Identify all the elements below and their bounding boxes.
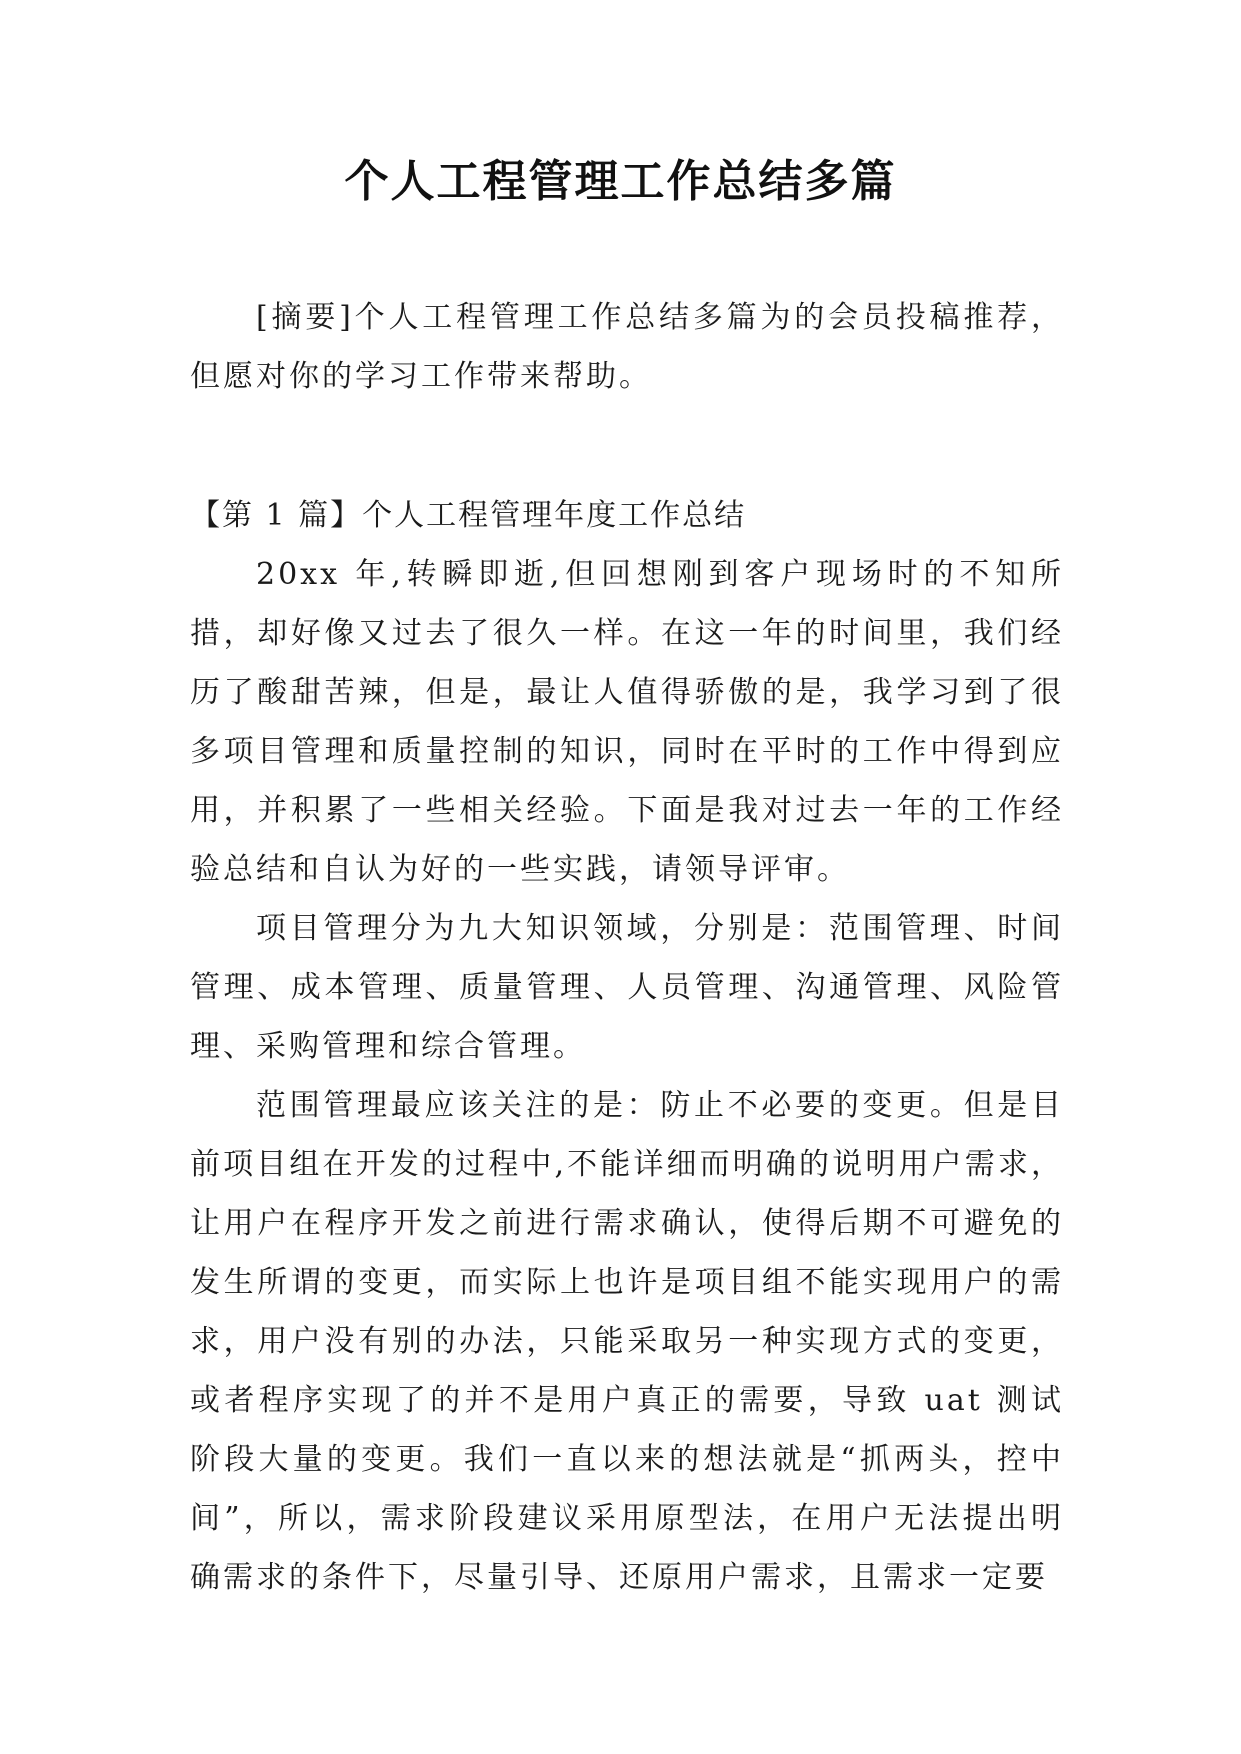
body-paragraph-1: 20xx 年,转瞬即逝,但回想刚到客户现场时的不知所措，却好像又过去了很久一样。在这一年的时间里，我们经历了酸甜苦辣，但是，最让人值得骄傲的是，我学习到了很多项目管理和质量控制的知识，同时在平时的工作中得到应用，并积累了一些相关经验。下面是我对过去一年的工作经验总结和自认为好的一些实践，请领导评审。 xyxy=(190,557,1064,887)
body-paragraph-2: 项目管理分为九大知识领域，分别是：范围管理、时间管理、成本管理、质量管理、人员管理、沟通管理、风险管理、采购管理和综合管理。 xyxy=(190,911,1064,1064)
section-heading: 【第 1 篇】个人工程管理年度工作总结 xyxy=(190,498,747,533)
body-paragraph-3: 范围管理最应该关注的是：防止不必要的变更。但是目前项目组在开发的过程中,不能详细而明确的说明用户需求，让用户在程序开发之前进行需求确认，使得后期不可避免的发生所谓的变更，而实际上也许是项目组不能实现用户的需求，用户没有别的办法，只能采取另一种实现方式的变更，或者程序实现了的并不是用户真正的需要，导致 uat 测试阶段大量的变更。我们一直以来的想法就是“抓两头，控中间”，所以，需求阶段建议采用原型法，在用户无法提出明确需求的条件下，尽量引导、还原用户需求，且需求一定要 xyxy=(190,1088,1064,1595)
document-title: 个人工程管理工作总结多篇 xyxy=(344,156,897,207)
abstract-paragraph: [摘要]个人工程管理工作总结多篇为的会员投稿推荐，但愿对你的学习工作带来帮助。 xyxy=(190,300,1064,394)
document-body xyxy=(190,288,1064,1607)
